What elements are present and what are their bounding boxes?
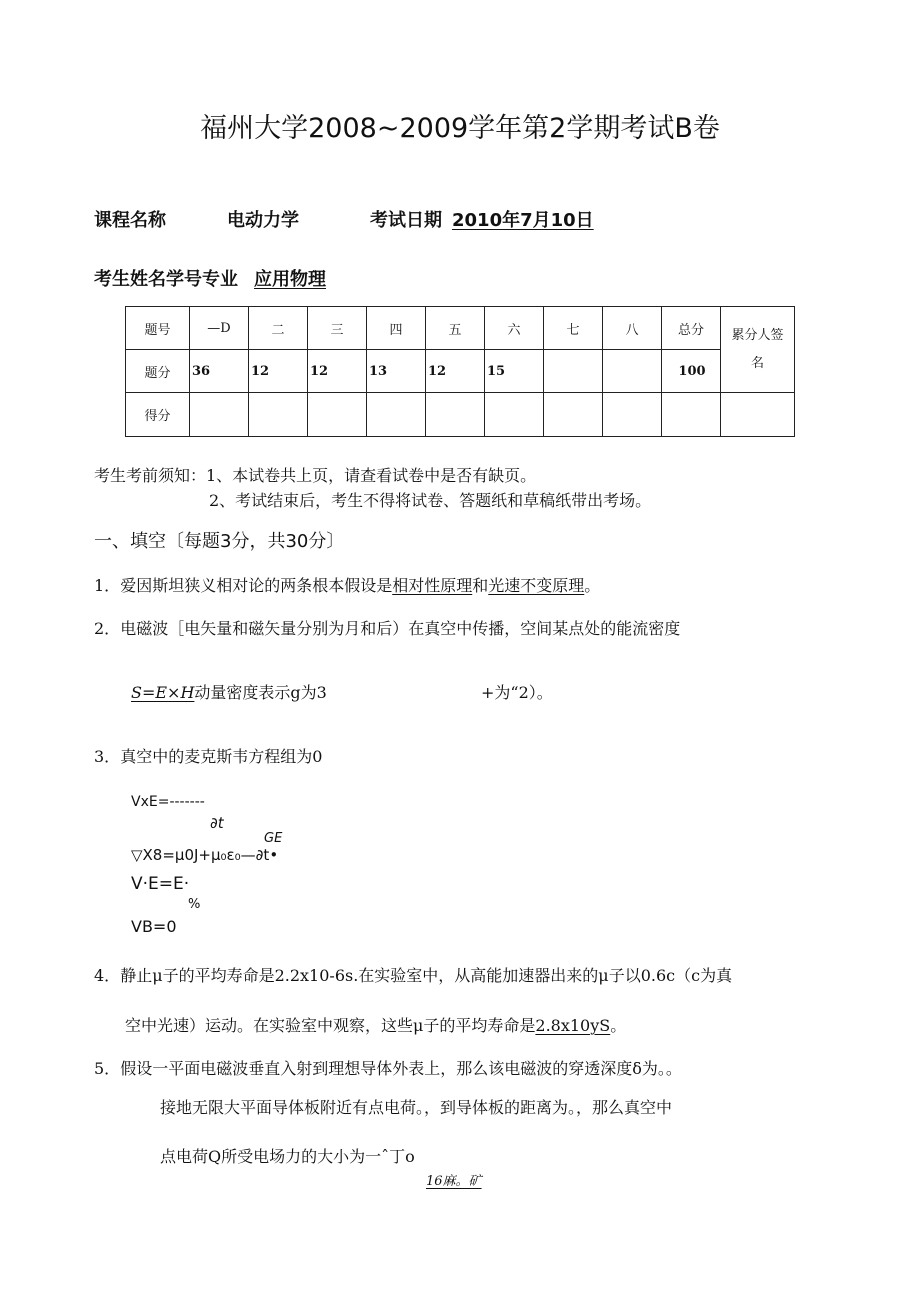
- notice-line-2: 2、考试结束后，考生不得将试卷、答题纸和草稿纸带出考场。: [209, 491, 652, 510]
- question-2: [94, 616, 680, 639]
- q2-line2-b: +为“2）。: [481, 683, 553, 702]
- q5-number: 5．: [94, 1059, 121, 1078]
- q2-text: 电磁波［电矢量和磁矢量分别为月和后）在真空中传播，空间某点处的能流密度: [120, 619, 681, 638]
- points-1: 36: [190, 350, 249, 393]
- section-heading: 一、填空〔每题3分，共30分〕: [94, 531, 345, 552]
- q4-answer: 2.8x10yS: [535, 1016, 611, 1035]
- signature-label-2: 名: [750, 355, 764, 371]
- q4-line-2: [125, 1013, 626, 1036]
- q4-text: 静止μ子的平均寿命是2.2x10-6s.在实验室中，从高能加速器出来的μ子以0.6c（c为真: [120, 966, 733, 985]
- col-1: —D: [190, 307, 249, 350]
- score-cell[interactable]: [308, 393, 367, 437]
- signature-label-1: 累分人签: [731, 327, 784, 343]
- q5-line-3: 点电荷Q所受电场力的大小为一ˆ丁o: [160, 1147, 415, 1166]
- score-cell[interactable]: [426, 393, 485, 437]
- q5-line-2: 接地无限大平面导体板附近有点电荷。，到导体板的距离为。，那么真空中: [160, 1098, 673, 1117]
- exam-title: 福州大学2008~2009学年第2学期考试B卷: [200, 113, 720, 144]
- course-label: 课程名称: [94, 210, 166, 231]
- q1-text: 爱因斯坦狭义相对论的两条根本假设是: [120, 576, 393, 595]
- col-total: 总分: [662, 307, 721, 350]
- row-label-number: 题号: [126, 307, 190, 350]
- signature-cell: [721, 307, 795, 393]
- maxwell-eq-1: VxE=-------: [131, 794, 205, 810]
- score-cell[interactable]: [249, 393, 308, 437]
- row-label-score: 得分: [126, 393, 190, 437]
- major: 应用物理: [254, 269, 326, 290]
- score-cell[interactable]: [662, 393, 721, 437]
- col-5: 五: [426, 307, 485, 350]
- col-2: 二: [249, 307, 308, 350]
- question-5: [94, 1056, 682, 1079]
- notice-line-1: 考生考前须知：1、本试卷共上页，请查看试卷中是否有缺页。: [94, 466, 537, 485]
- maxwell-eq-3-den: %: [188, 897, 201, 912]
- q2-formula: S=E×H: [131, 683, 195, 702]
- score-cell[interactable]: [721, 393, 795, 437]
- course-name: 电动力学: [227, 210, 299, 231]
- q1-answer-1: 相对性原理: [392, 576, 473, 595]
- col-6: 六: [485, 307, 544, 350]
- maxwell-eq-2: ▽X8=μ0J+μ₀ε₀—∂t•: [131, 846, 279, 864]
- col-4: 四: [367, 307, 426, 350]
- col-8: 八: [603, 307, 662, 350]
- question-1: [94, 573, 600, 596]
- maxwell-eq-4: VB=0: [131, 917, 177, 936]
- points-8: [603, 350, 662, 393]
- points-6: 15: [485, 350, 544, 393]
- score-cell[interactable]: [603, 393, 662, 437]
- q2-line2-a: 动量密度表示g为3: [194, 683, 327, 702]
- points-4: 13: [367, 350, 426, 393]
- q4-number: 4．: [94, 966, 121, 985]
- q5-text: 假设一平面电磁波垂直入射到理想导体外表上，那么该电磁波的穿透深度δ为。。: [120, 1059, 682, 1078]
- score-cell[interactable]: [485, 393, 544, 437]
- points-7: [544, 350, 603, 393]
- q5-note: 16麻。矿: [426, 1174, 482, 1189]
- student-line-label: 考生姓名学号专业: [94, 269, 238, 290]
- q3-text: 真空中的麦克斯韦方程组为0: [120, 747, 323, 766]
- maxwell-eq-3: V·E=E·: [131, 874, 190, 894]
- q4-end: 。: [610, 1016, 627, 1035]
- score-cell[interactable]: [190, 393, 249, 437]
- col-3: 三: [308, 307, 367, 350]
- q1-end: 。: [584, 576, 601, 595]
- question-3: [94, 744, 322, 767]
- q2-number: 2．: [94, 619, 121, 638]
- exam-date-label: 考试日期: [370, 210, 442, 231]
- exam-date: 2010年7月10日: [452, 210, 594, 231]
- question-4: [94, 963, 732, 986]
- score-cell[interactable]: [544, 393, 603, 437]
- maxwell-eq-2-over: GE: [264, 831, 283, 846]
- col-7: 七: [544, 307, 603, 350]
- q1-mid: 和: [472, 576, 489, 595]
- q4-line2: 空中光速）运动。在实验室中观察，这些μ子的平均寿命是: [125, 1016, 536, 1035]
- q2-line-2: [131, 680, 327, 703]
- score-table: [125, 306, 795, 437]
- row-label-points: 题分: [126, 350, 190, 393]
- maxwell-eq-1-den: ∂t: [210, 814, 224, 832]
- points-5: 12: [426, 350, 485, 393]
- points-2: 12: [249, 350, 308, 393]
- points-total: 100: [662, 350, 721, 393]
- q3-number: 3．: [94, 747, 121, 766]
- score-cell[interactable]: [367, 393, 426, 437]
- points-3: 12: [308, 350, 367, 393]
- q1-answer-2: 光速不变原理: [488, 576, 585, 595]
- q1-number: 1．: [94, 576, 121, 595]
